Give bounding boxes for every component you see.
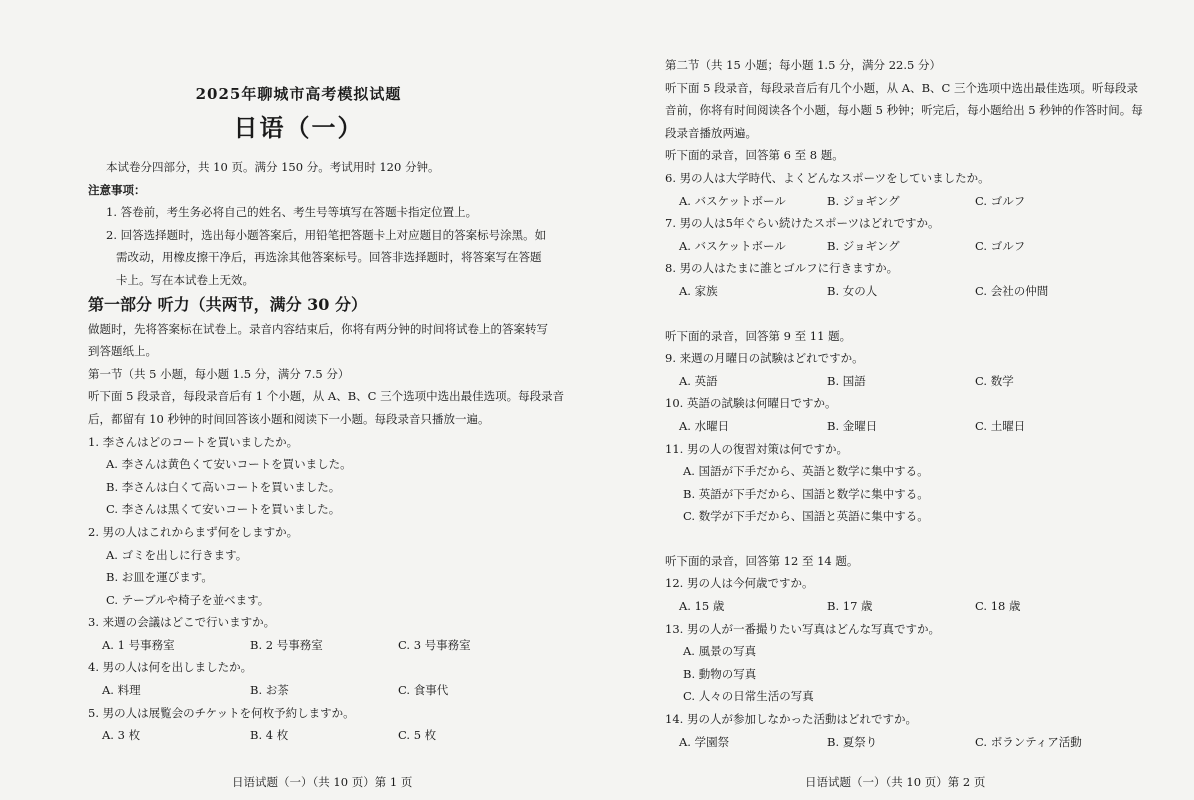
option-7b: B. ジョギング: [827, 238, 900, 253]
option-8a: A. 家族: [679, 283, 718, 298]
question-8: 8. 男の人はたまに誰とゴルフに行きますか。: [665, 261, 899, 276]
option-4b: B. お茶: [250, 683, 289, 698]
question-3: 3. 来週の会議はどこで行いますか。: [88, 615, 276, 630]
option-13b: B. 動物の写真: [683, 666, 757, 681]
group-instruction-2: 听下面的录音，回答第 9 至 11 题。: [665, 328, 852, 343]
option-5b: B. 4 枚: [250, 728, 289, 743]
option-14b: B. 夏祭り: [827, 734, 878, 749]
question-14: 14. 男の人が参加しなかった活動はどれですか。: [665, 712, 917, 727]
option-1c: C. 李さんは黒くて安いコートを買いました。: [106, 502, 341, 517]
notice-item-2-cont: 卡上。写在本试卷上无效。: [116, 272, 254, 287]
option-12b: B. 17 歳: [827, 599, 873, 614]
notice-item-2: 2. 回答选择题时，选出每小题答案后，用铅笔把答题卡上对应题目的答案标号涂黑。如: [106, 227, 547, 242]
section1-desc-cont: 后，都留有 10 秒钟的时间回答该小题和阅读下一小题。每段录音只播放一遍。: [88, 411, 490, 426]
option-8b: B. 女の人: [827, 283, 878, 298]
option-6a: A. バスケットボール: [679, 193, 786, 208]
option-13c: C. 人々の日常生活の写真: [683, 689, 814, 704]
option-2b: B. お皿を運びます。: [106, 570, 213, 585]
option-8c: C. 会社の仲間: [975, 283, 1049, 298]
option-3a: A. 1 号事務室: [102, 637, 175, 652]
options-9: [665, 370, 1194, 393]
section2-heading: 第二节（共 15 小题；每小题 1.5 分，满分 22.5 分）: [665, 58, 941, 72]
options-12: [665, 595, 1194, 618]
section1-heading: 第一节（共 5 小题，每小题 1.5 分，满分 7.5 分）: [88, 366, 350, 381]
option-4a: A. 料理: [102, 683, 141, 698]
options-5: [88, 724, 597, 747]
option-10c: C. 土曜日: [975, 418, 1026, 433]
option-7a: A. バスケットボール: [679, 238, 786, 253]
option-3c: C. 3 号事務室: [398, 637, 471, 652]
option-10b: B. 金曜日: [827, 418, 878, 433]
question-7: 7. 男の人は5年ぐらい続けたスポーツはどれですか。: [665, 216, 940, 231]
page-2: [597, 0, 1194, 800]
options-4: [88, 679, 597, 702]
option-3b: B. 2 号事務室: [250, 637, 323, 652]
exam-title: 2025年聊城市高考模拟试题: [195, 85, 402, 103]
option-2a: A. ゴミを出しに行きます。: [106, 547, 248, 562]
question-2: 2. 男の人はこれからまず何をしますか。: [88, 524, 299, 539]
option-6b: B. ジョギング: [827, 193, 900, 208]
part1-desc-cont: 到答题纸上。: [88, 344, 157, 359]
notice-item-1: 1. 答卷前，考生务必将自己的姓名、考生号等填写在答题卡指定位置上。: [106, 205, 478, 220]
option-12a: A. 15 歳: [679, 599, 725, 614]
page-footer-1: 日语试题（一）（共 10 页）第 1 页: [232, 775, 413, 790]
question-6: 6. 男の人は大学時代、よくどんなスポーツをしていましたか。: [665, 170, 990, 185]
option-4c: C. 食事代: [398, 683, 449, 698]
option-9a: A. 英語: [679, 373, 718, 388]
notice-heading: 注意事项：: [88, 182, 146, 197]
question-4: 4. 男の人は何を出しましたか。: [88, 660, 253, 675]
group-instruction-3: 听下面的录音，回答第 12 至 14 题。: [665, 553, 859, 568]
section2-desc-cont: 音前，你将有时间阅读各个小题，每小题 5 秒钟；听完后，每小题给出 5 秒钟的作答时间。每: [665, 103, 1143, 118]
option-6c: C. ゴルフ: [975, 193, 1026, 208]
option-9c: C. 数学: [975, 373, 1014, 388]
option-1b: B. 李さんは白くて高いコートを買いました。: [106, 479, 341, 494]
options-10: [665, 415, 1194, 438]
question-10: 10. 英語の試験は何曜日ですか。: [665, 396, 837, 411]
question-11: 11. 男の人の復習対策は何ですか。: [665, 441, 848, 456]
option-13a: A. 風景の写真: [683, 644, 757, 659]
option-11b: B. 英語が下手だから、国語と数学に集中する。: [683, 486, 929, 501]
options-7: [665, 235, 1194, 258]
options-3: [88, 634, 597, 657]
options-8: [665, 280, 1194, 303]
option-2c: C. テーブルや椅子を並べます。: [106, 592, 270, 607]
part1-desc: 做题时，先将答案标在试卷上。录音内容结束后，你将有两分钟的时间将试卷上的答案转写: [88, 321, 548, 336]
options-14: [665, 731, 1194, 754]
option-11c: C. 数学が下手だから、国語と英語に集中する。: [683, 509, 929, 524]
question-5: 5. 男の人は展覧会のチケットを何枚予約しますか。: [88, 705, 355, 720]
option-11a: A. 国語が下手だから、英語と数学に集中する。: [683, 464, 929, 479]
option-9b: B. 国語: [827, 373, 866, 388]
exam-intro: 本试卷分四部分，共 10 页。满分 150 分。考试用时 120 分钟。: [106, 160, 440, 174]
group-instruction-1: 听下面的录音，回答第 6 至 8 题。: [665, 148, 844, 163]
section1-desc: 听下面 5 段录音，每段录音后有 1 个小题，从 A、B、C 三个选项中选出最佳选项。每段录音: [88, 389, 565, 404]
option-1a: A. 李さんは黄色くて安いコートを買いました。: [106, 457, 352, 472]
option-14c: C. ボランティア活動: [975, 734, 1082, 749]
option-5c: C. 5 枚: [398, 728, 437, 743]
section2-desc-cont: 段录音播放两遍。: [665, 125, 757, 140]
option-7c: C. ゴルフ: [975, 238, 1026, 253]
part1-heading: 第一部分 听力（共两节，满分 30 分）: [88, 294, 367, 314]
page-footer-2: 日语试题（一）（共 10 页）第 2 页: [805, 775, 986, 790]
question-13: 13. 男の人が一番撮りたい写真はどんな写真ですか。: [665, 621, 940, 636]
section2-desc: 听下面 5 段录音，每段录音后有几个小题，从 A、B、C 三个选项中选出最佳选项。听每段录: [665, 80, 1138, 95]
question-1: 1. 李さんはどのコートを買いましたか。: [88, 434, 299, 449]
options-6: [665, 190, 1194, 213]
option-14a: A. 学園祭: [679, 734, 730, 749]
notice-item-2-cont: 需改动，用橡皮擦干净后，再选涂其他答案标号。回答非选择题时，将答案写在答题: [116, 250, 542, 265]
question-9: 9. 来週の月曜日の試験はどれですか。: [665, 351, 864, 366]
question-12: 12. 男の人は今何歳ですか。: [665, 576, 814, 591]
option-5a: A. 3 枚: [102, 728, 141, 743]
option-10a: A. 水曜日: [679, 418, 730, 433]
subject-title: 日语（一）: [233, 113, 364, 142]
option-12c: C. 18 歳: [975, 599, 1021, 614]
